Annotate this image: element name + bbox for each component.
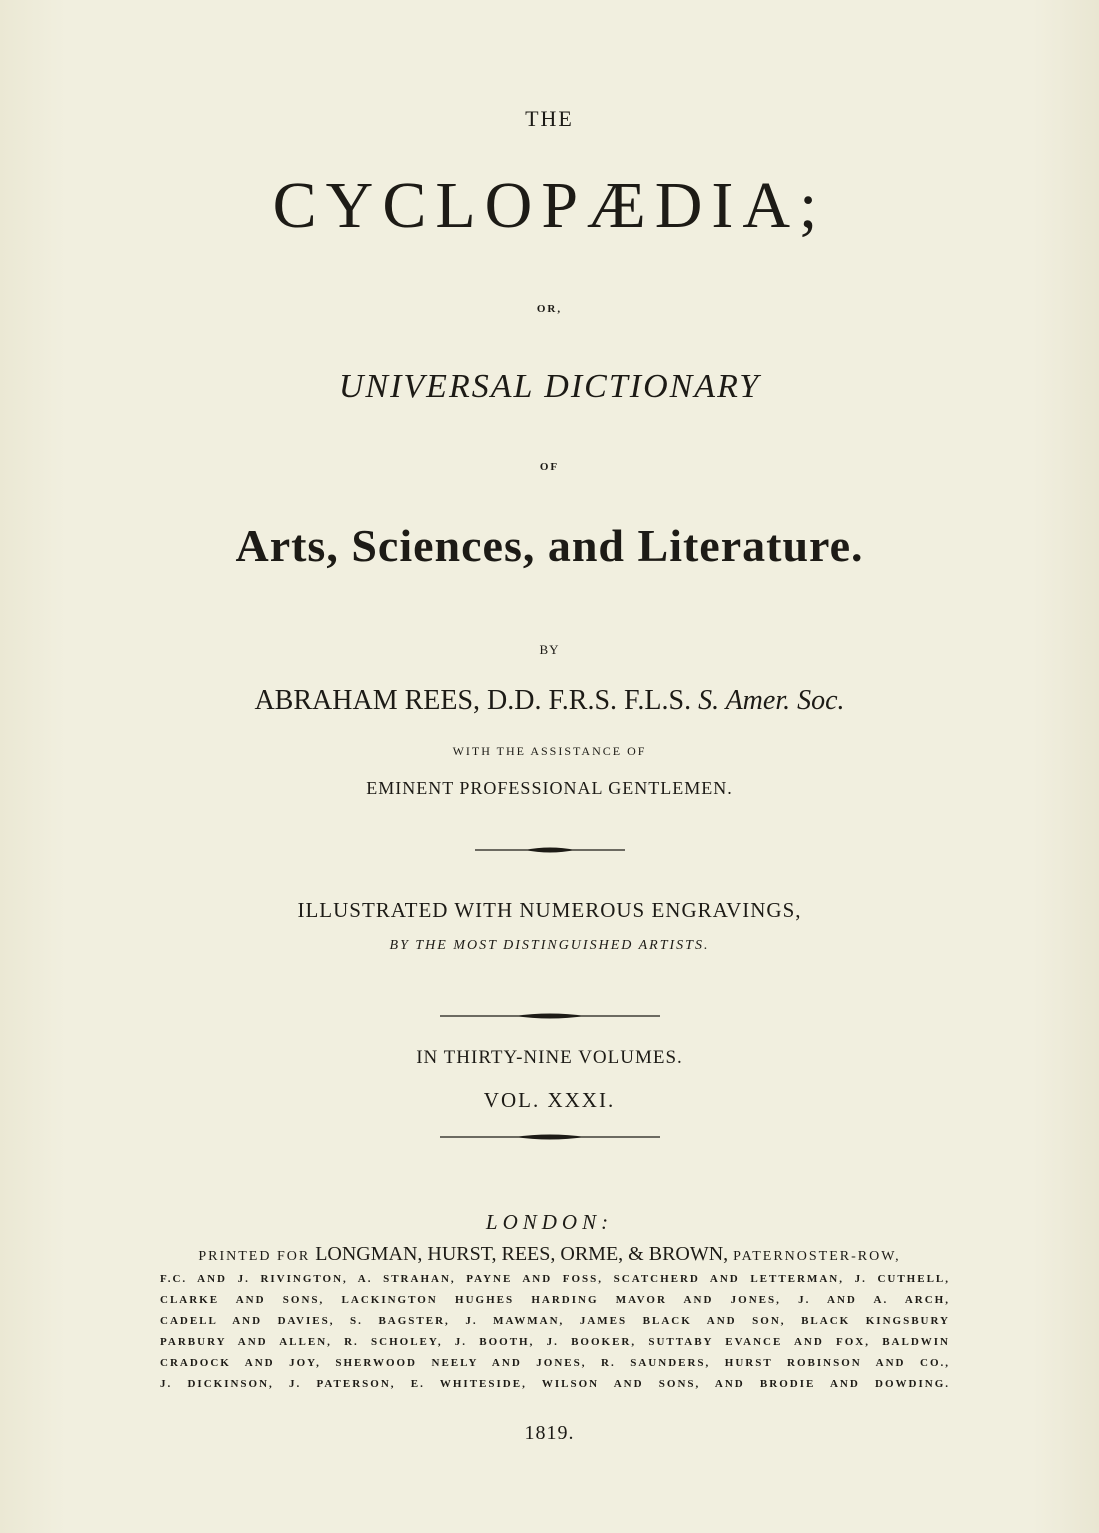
volume-number: VOL. XXXI. bbox=[483, 1088, 616, 1112]
volumes-line: IN THIRTY-NINE VOLUMES. bbox=[416, 1047, 683, 1068]
assistants-line: EMINENT PROFESSIONAL GENTLEMEN. bbox=[366, 778, 733, 798]
by-connector: BY bbox=[539, 642, 560, 657]
printed-for-label: PRINTED FOR bbox=[198, 1249, 311, 1264]
or-connector: OR, bbox=[536, 303, 563, 315]
printers-address: PATERNOSTER-ROW, bbox=[733, 1249, 901, 1264]
assistance-line: WITH THE ASSISTANCE OF bbox=[452, 744, 647, 758]
printers-names: LONGMAN, HURST, REES, ORME, & BROWN, bbox=[315, 1243, 729, 1265]
author-society: S. Amer. Soc. bbox=[698, 685, 845, 716]
publishers-line: CADELL AND DAVIES, S. BAGSTER, J. MAWMAN, JAMES BLACK AND SON, BLACK KINGSBURY bbox=[160, 1315, 950, 1327]
author-name: ABRAHAM REES, D.D. F.R.S. F.L.S. bbox=[254, 685, 692, 716]
publishers-line: CLARKE AND SONS, LACKINGTON HUGHES HARDING MAVOR AND JONES, J. AND A. ARCH, bbox=[160, 1294, 950, 1306]
publishers-line: CRADOCK AND JOY, SHERWOOD NEELY AND JONES, R. SAUNDERS, HURST ROBINSON AND CO., bbox=[160, 1357, 950, 1369]
artists-line: BY THE MOST DISTINGUISHED ARTISTS. bbox=[389, 938, 710, 953]
ornamental-rule bbox=[0, 844, 1099, 856]
subjects-line: Arts, Sciences, and Literature. bbox=[235, 520, 864, 571]
publishers-line: J. DICKINSON, J. PATERSON, E. WHITESIDE, WILSON AND SONS, AND BRODIE AND DOWDING. bbox=[160, 1378, 950, 1390]
ornamental-rule bbox=[0, 1010, 1099, 1022]
the-heading: THE bbox=[525, 106, 574, 131]
subtitle: UNIVERSAL DICTIONARY bbox=[338, 368, 761, 405]
illustrated-line: ILLUSTRATED WITH NUMEROUS ENGRAVINGS, bbox=[297, 898, 802, 922]
publishers-line: F.C. AND J. RIVINGTON, A. STRAHAN, PAYNE AND FOSS, SCATCHERD AND LETTERMAN, J. CUTHELL, bbox=[160, 1273, 950, 1285]
of-connector: OF bbox=[539, 461, 560, 473]
publication-year: 1819. bbox=[524, 1422, 575, 1444]
printed-for-line bbox=[0, 1243, 1099, 1266]
imprint-place: LONDON: bbox=[485, 1210, 614, 1234]
ornamental-rule bbox=[0, 1131, 1099, 1143]
author-line bbox=[0, 685, 1099, 717]
book-title: CYCLOPÆDIA; bbox=[272, 169, 827, 242]
publishers-line: PARBURY AND ALLEN, R. SCHOLEY, J. BOOTH, J. BOOKER, SUTTABY EVANCE AND FOX, BALDWIN bbox=[160, 1336, 950, 1348]
